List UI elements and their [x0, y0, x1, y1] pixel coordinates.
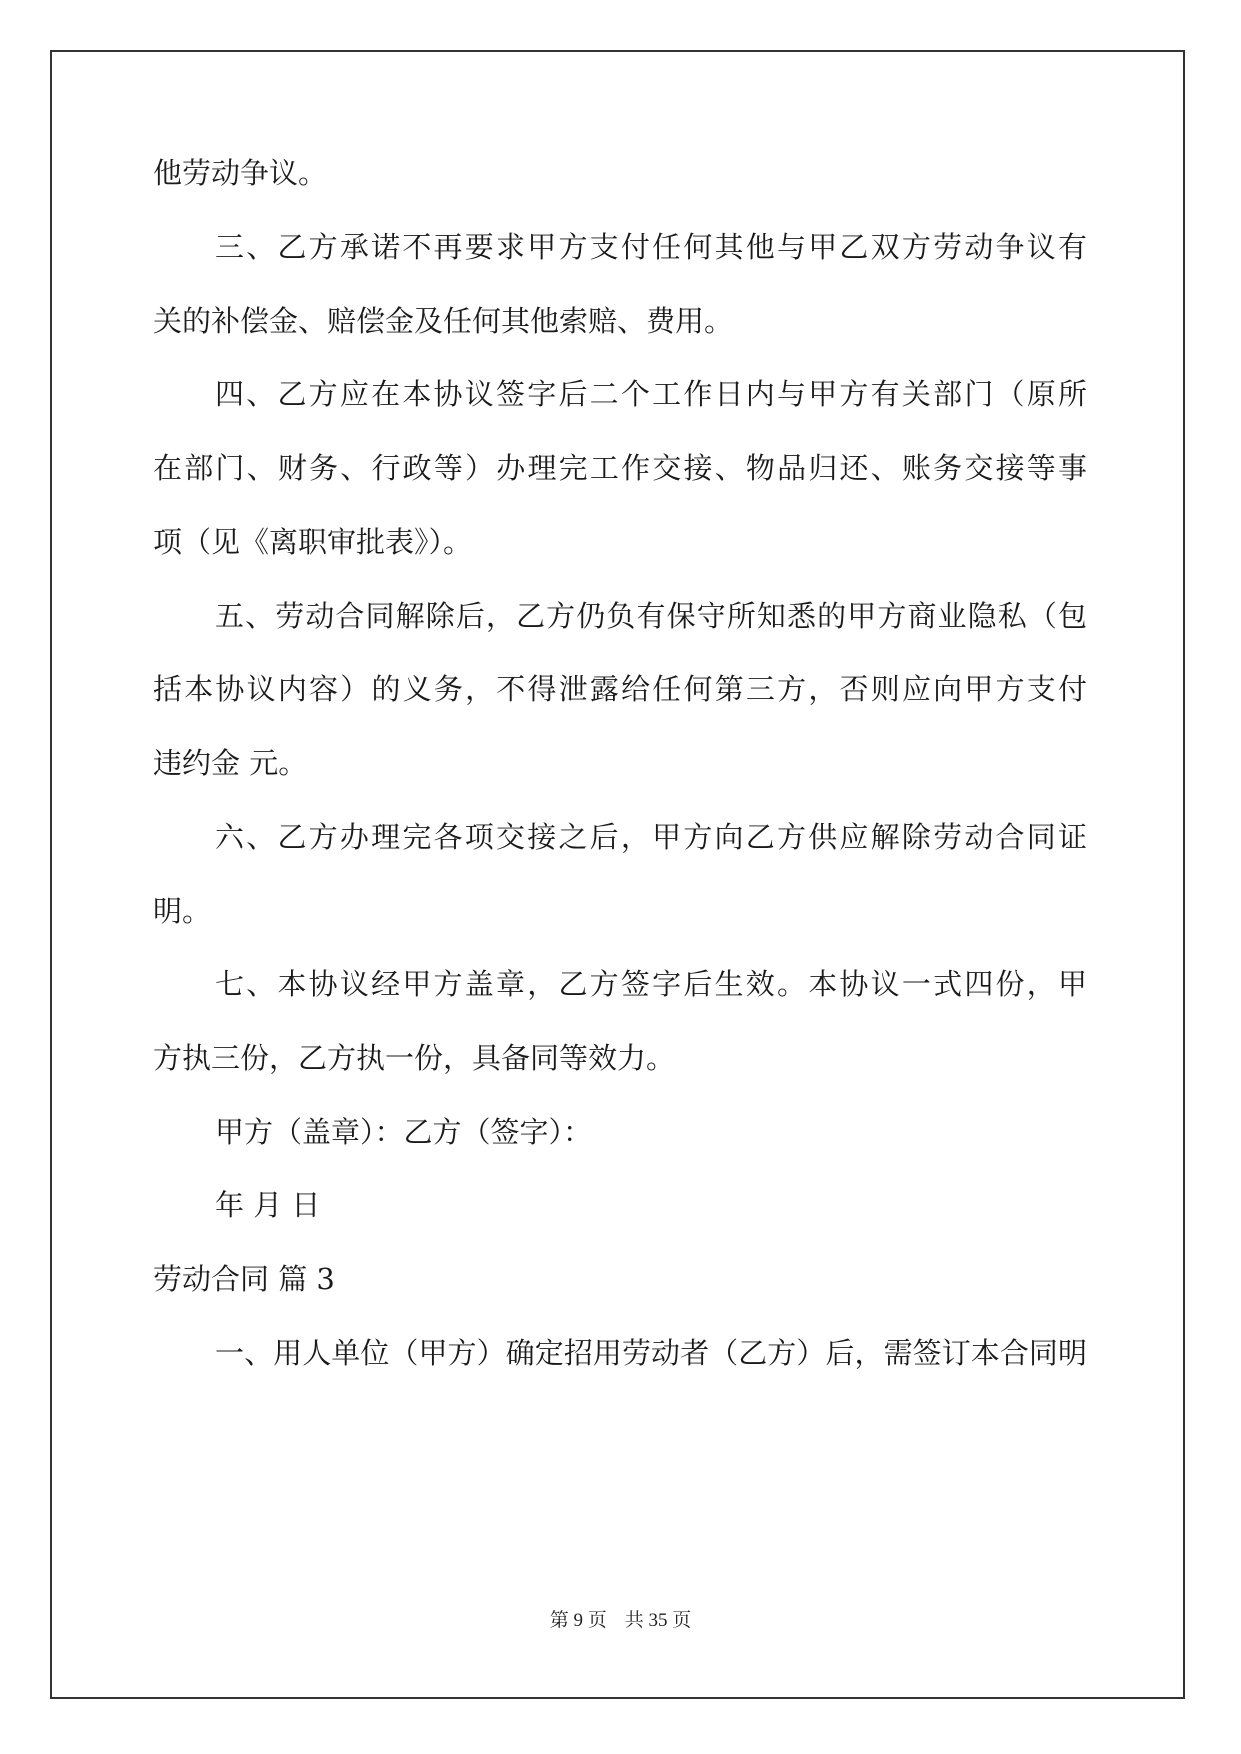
page-border	[50, 50, 1185, 1699]
body-line: 违约金 元。	[153, 746, 308, 780]
page-footer	[0, 1605, 1241, 1632]
body-line: 明。	[153, 894, 212, 928]
body-line: 在部门、财务、行政等）办理完工作交接、物品归还、账务交接等事	[153, 451, 1087, 485]
body-line: 七、本协议经甲方盖章，乙方签字后生效。本协议一式四份，甲	[215, 967, 1087, 1001]
section-heading: 劳动合同 篇 3	[153, 1262, 335, 1296]
body-line: 关的补偿金、赔偿金及任何其他索赔、费用。	[153, 304, 734, 338]
body-line: 五、劳动合同解除后，乙方仍负有保守所知悉的甲方商业隐私（包	[215, 599, 1087, 633]
body-line: 方执三份，乙方执一份，具备同等效力。	[153, 1041, 676, 1075]
body-line: 他劳动争议。	[153, 156, 328, 190]
page-total: 共 35 页	[624, 1610, 692, 1631]
signature-line: 甲方（盖章）：乙方（签字）：	[215, 1115, 593, 1149]
body-line: 三、乙方承诺不再要求甲方支付任何其他与甲乙双方劳动争议有	[215, 230, 1087, 264]
page-number: 第 9 页	[549, 1610, 607, 1631]
body-line: 四、乙方应在本协议签字后二个工作日内与甲方有关部门（原所	[215, 377, 1087, 411]
body-line: 六、乙方办理完各项交接之后，甲方向乙方供应解除劳动合同证	[215, 820, 1087, 854]
date-line: 年 月 日	[215, 1188, 321, 1222]
body-line: 括本协议内容）的义务，不得泄露给任何第三方，否则应向甲方支付	[153, 672, 1087, 706]
body-line: 项（见《离职审批表》）。	[153, 525, 473, 559]
body-line: 一、用人单位（甲方）确定招用劳动者（乙方）后，需签订本合同明	[215, 1336, 1087, 1370]
